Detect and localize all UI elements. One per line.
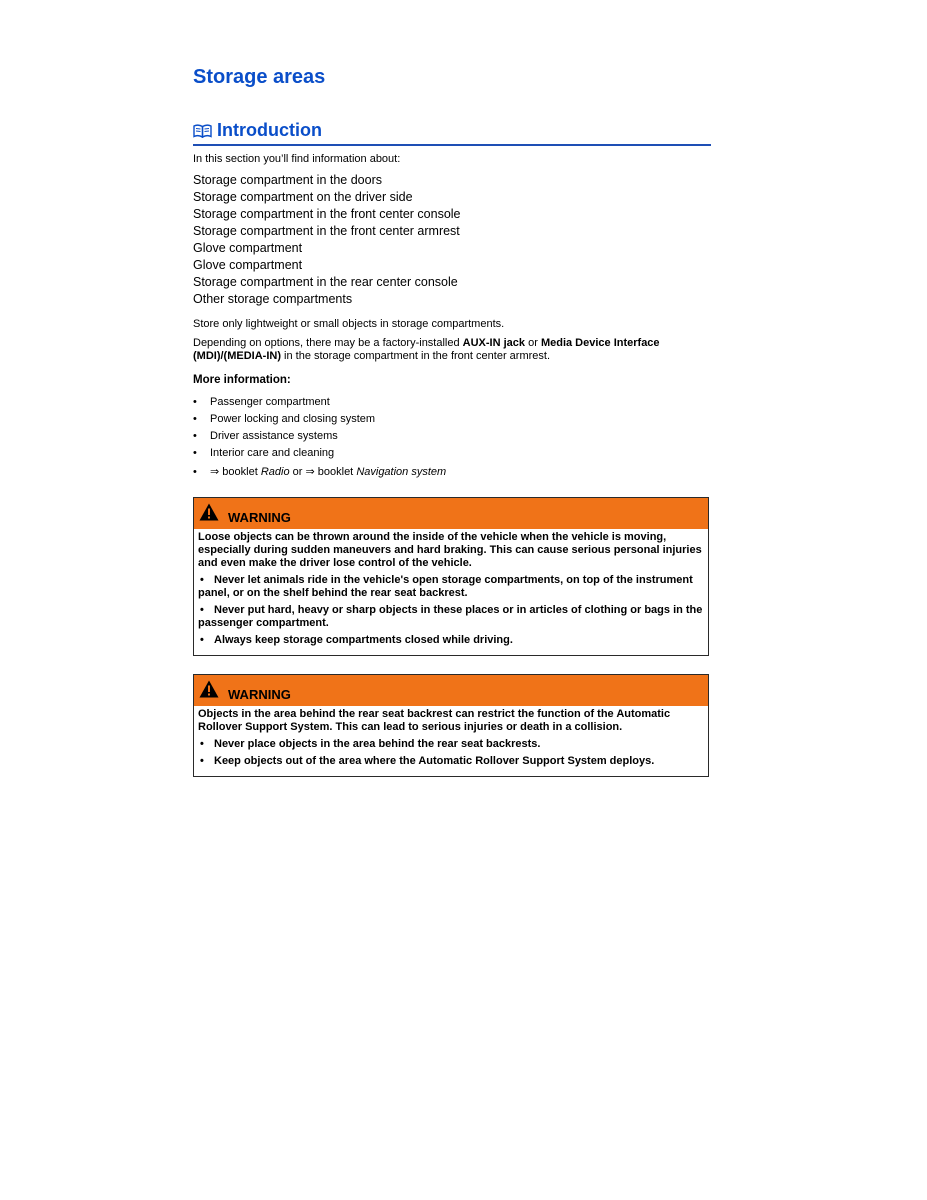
topic-item[interactable]: Other storage compartments (193, 292, 353, 306)
storage-note: Store only lightweight or small objects in storage compartments. (193, 318, 505, 330)
aux-in-term: AUX-IN jack (462, 337, 526, 349)
topic-item[interactable]: Storage compartment in the front center armrest (193, 224, 460, 238)
topic-item[interactable]: Storage compartment in the front center console (193, 207, 461, 221)
warning-bullet (198, 634, 704, 647)
bullet: • (200, 738, 204, 750)
more-info-list (193, 394, 446, 481)
warning-body (194, 706, 708, 776)
more-info-item[interactable] (193, 411, 446, 428)
bullet: • (193, 430, 197, 442)
booklet-word: booklet (222, 466, 258, 478)
options-paragraph (193, 337, 711, 363)
bullet: • (200, 604, 204, 616)
options-text: or (525, 337, 541, 349)
warning-box (193, 497, 709, 656)
more-info-item[interactable] (193, 394, 446, 411)
options-text: in the storage compartment in the front center armrest. (280, 350, 550, 362)
or-text: or (292, 466, 303, 478)
arrow-icon: ⇒ (305, 466, 315, 478)
section-header (193, 120, 711, 146)
bullet: • (200, 574, 204, 586)
navigation-booklet-link[interactable]: Navigation system (356, 466, 447, 478)
topic-item[interactable]: Glove compartment (193, 241, 303, 255)
topic-item[interactable]: Glove compartment (193, 258, 303, 272)
bullet: • (193, 413, 197, 425)
bullet: • (193, 447, 197, 459)
section-title: Introduction (217, 120, 322, 140)
warning-header (194, 675, 708, 706)
topic-item[interactable]: Storage compartment in the rear center console (193, 275, 458, 289)
warning-bullet (198, 755, 704, 768)
warning-text: Loose objects can be thrown around the inside of the vehicle when the vehicle is moving, especially during sudden maneuvers and hard braking. This can cause serious personal injuries and even make the driver lose control of the vehicle. (198, 531, 702, 569)
more-info-heading: More information: (193, 374, 291, 386)
options-text: Depending on options, there may be a factory-installed (193, 337, 463, 349)
warning-bullet-text: Never place objects in the area behind the rear seat backrests. (214, 738, 541, 750)
warning-box (193, 674, 709, 777)
arrow-icon: ⇒ (210, 466, 220, 478)
radio-booklet-link[interactable]: Radio (260, 466, 290, 478)
bullet: • (193, 396, 197, 408)
warning-triangle-icon (199, 680, 219, 698)
more-info-link[interactable]: Driver assistance systems (210, 430, 338, 442)
warning-bullet-list (198, 574, 704, 647)
warning-header (194, 498, 708, 529)
bullet: • (200, 634, 204, 646)
warning-bullet-text: Keep objects out of the area where the Automatic Rollover Support System deploys. (214, 755, 655, 767)
more-info-link[interactable]: Power locking and closing system (210, 413, 376, 425)
bullet: • (193, 466, 197, 478)
warning-bullet-text: Always keep storage compartments closed while driving. (214, 634, 513, 646)
book-icon (193, 124, 212, 138)
topic-item[interactable]: Storage compartment in the doors (193, 173, 382, 187)
more-info-link[interactable]: Interior care and cleaning (210, 447, 335, 459)
warning-bullet (198, 604, 704, 630)
warning-triangle-icon (199, 503, 219, 521)
topic-list (193, 172, 461, 308)
warning-bullet-text: Never put hard, heavy or sharp objects in these places or in articles of clothing or bags in the passenger compartment. (198, 604, 703, 629)
booklet-reference-item[interactable] (193, 464, 446, 481)
more-info-item[interactable] (193, 428, 446, 445)
mdi-term: Media Device Interface (MDI)/(MEDIA-IN) (193, 337, 660, 362)
warning-label: WARNING (228, 687, 291, 702)
warning-bullet-text: Never let animals ride in the vehicle's open storage compartments, on top of the instrument panel, or on the shelf behind the rear seat backrest. (198, 574, 693, 599)
bullet: • (200, 755, 204, 767)
topic-item[interactable]: Storage compartment on the driver side (193, 190, 413, 204)
warning-bullet (198, 574, 704, 600)
warning-body (194, 529, 708, 655)
warning-bullet (198, 738, 704, 751)
warning-bullet-list (198, 738, 704, 768)
booklet-word: booklet (317, 466, 354, 478)
more-info-link[interactable]: Passenger compartment (210, 396, 330, 408)
more-info-item[interactable] (193, 445, 446, 462)
warning-label: WARNING (228, 510, 291, 525)
warning-text: Objects in the area behind the rear seat backrest can restrict the function of the Automatic Rollover Support System. This can lead to serious injuries or death in a collision. (198, 708, 671, 733)
page-title: Storage areas (193, 66, 326, 88)
intro-text: In this section you’ll find information about: (193, 153, 401, 165)
